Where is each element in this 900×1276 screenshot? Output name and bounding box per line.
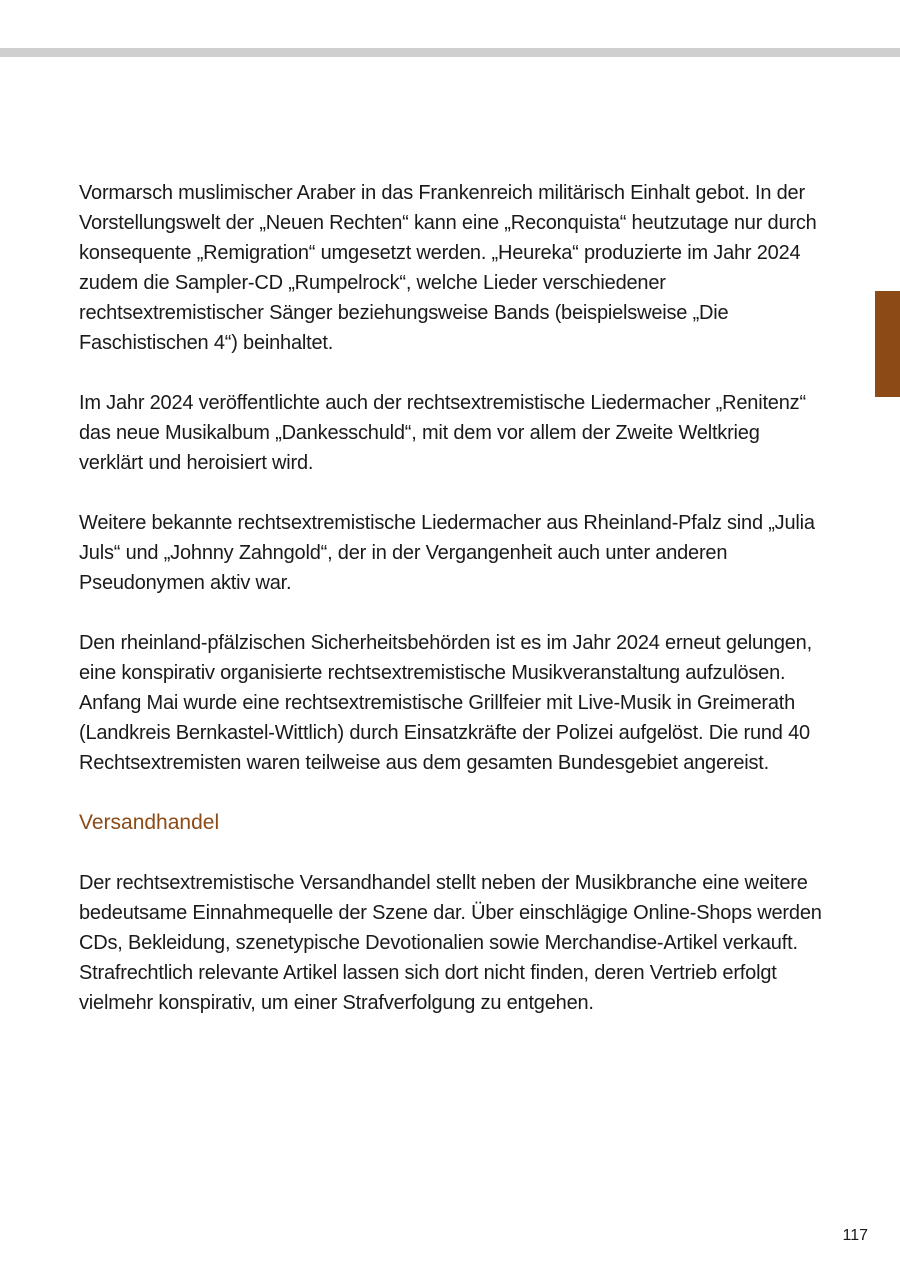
- paragraph-reconquista: Vormarsch muslimischer Araber in das Frankenreich militärisch Einhalt gebot. In der Vorstellungswelt der „Neuen Rechten“ kann eine „Reconquista“ heutzutage nur durch konsequente „Remigration“ umgesetzt werden. „Heureka“ produzierte im Jahr 2024 zudem die Sampler-CD „Rumpelrock“, welche Lieder verschiedener rechtsextremistischer Sänger beziehungsweise Bands (beispielsweise „Die Faschistischen 4“) beinhaltet.: [79, 182, 817, 354]
- paragraph-musikveranstaltung: Den rheinland-pfälzischen Sicherheitsbehörden ist es im Jahr 2024 erneut gelungen, eine konspirativ organisierte rechtsextremistische Musikveranstaltung aufzulösen. Anfang Mai wurde eine rechtsextremistische Grillfeier mit Live-Musik in Greimerath (Landkreis Bernkastel-Wittlich) durch Einsatzkräfte der Polizei aufgelöst. Die rund 40 Rechtsextremisten waren teilweise aus dem gesamten Bundesgebiet angereist.: [79, 632, 812, 774]
- paragraph-renitenz: Im Jahr 2024 veröffentlichte auch der rechtsextremistische Liedermacher „Renitenz“ das neue Musikalbum „Dankesschuld“, mit dem vor allem der Zweite Weltkrieg verklärt und heroisiert wird.: [79, 392, 806, 474]
- section-heading-versandhandel: Versandhandel: [79, 811, 220, 834]
- paragraph-liedermacher: Weitere bekannte rechtsextremistische Liedermacher aus Rheinland-Pfalz sind „Julia Juls“ und „Johnny Zahngold“, der in der Vergangenheit auch unter anderen Pseudonymen aktiv war.: [79, 512, 815, 594]
- top-divider: [0, 48, 900, 57]
- chapter-tab-marker: [875, 291, 900, 397]
- page-body: [79, 178, 824, 1018]
- paragraph-versandhandel: Der rechtsextremistische Versandhandel stellt neben der Musikbranche eine weitere bedeutsame Einnahmequelle der Szene dar. Über einschlägige Online-Shops werden CDs, Bekleidung, szenetypische Devotionalien sowie Merchandise-Artikel verkauft. Strafrechtlich relevante Artikel lassen sich dort nicht finden, deren Vertrieb erfolgt vielmehr konspirativ, um einer Strafverfolgung zu entgehen.: [79, 872, 822, 1014]
- page-number: 117: [842, 1227, 868, 1244]
